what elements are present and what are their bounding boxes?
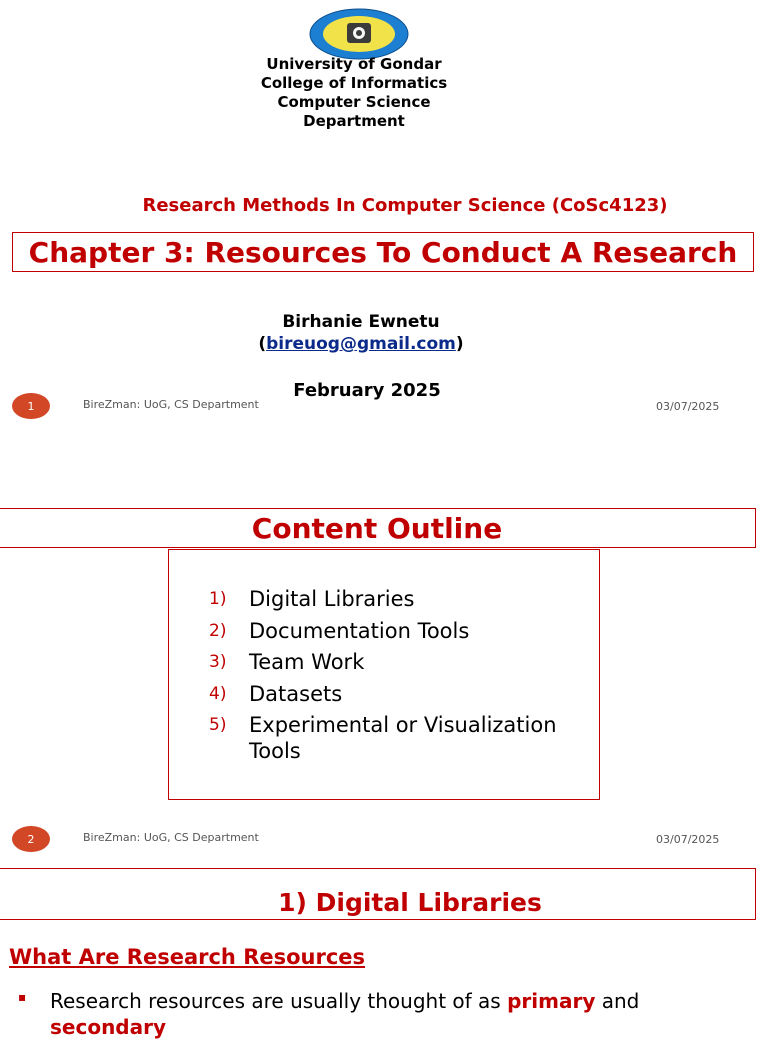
paren-open: (	[258, 334, 267, 354]
chapter-title-box	[12, 232, 754, 272]
bullet-emphasis: secondary	[50, 1015, 167, 1039]
list-item	[209, 712, 589, 764]
institution-line: College of Informatics	[260, 74, 448, 92]
list-item-text: Documentation Tools	[249, 618, 470, 643]
bullet-emphasis: primary	[507, 989, 596, 1013]
list-item-number: 1)	[209, 589, 227, 609]
list-item	[209, 586, 589, 612]
list-item	[209, 618, 589, 644]
list-item	[209, 649, 589, 675]
subheading: What Are Research Resources	[9, 945, 366, 969]
outline-title-box	[0, 508, 756, 548]
bullet-icon: ▪	[18, 990, 27, 1004]
list-item-number: 2)	[209, 620, 227, 641]
list-item	[209, 681, 589, 707]
list-item-text: Team Work	[249, 650, 365, 674]
list-item-number: 5)	[209, 715, 227, 735]
outline-title: Content Outline	[251, 511, 503, 545]
list-item-text: Datasets	[249, 681, 343, 706]
author-block	[200, 311, 522, 355]
university-logo	[309, 8, 409, 60]
list-item-number: 4)	[209, 683, 227, 704]
outline-list-box	[168, 549, 600, 800]
slide-number-badge: 2	[12, 826, 50, 852]
list-item-text: Digital Libraries	[249, 587, 415, 611]
author-email-link[interactable]: bireuog@gmail.com	[266, 334, 456, 354]
bullet-text-part: Research resources are usually thought of as	[50, 989, 508, 1013]
footer-date: 03/07/2025	[656, 400, 720, 413]
course-title: Research Methods In Computer Science (CoSc4123)	[142, 195, 668, 216]
bullet-text	[50, 988, 750, 1040]
outline-list	[209, 586, 589, 770]
paren-close: )	[455, 334, 464, 354]
footer-text: BireZman: UoG, CS Department	[83, 831, 259, 844]
author-email-line	[200, 333, 522, 355]
list-item-number: 3)	[209, 652, 227, 672]
institution-line: University of Gondar	[266, 55, 442, 73]
institution-line: Computer Science	[277, 93, 431, 111]
slide-number-badge: 1	[12, 393, 50, 419]
section-title: 1) Digital Libraries	[278, 888, 542, 917]
presentation-date: February 2025	[293, 380, 441, 401]
bullet-text-part: and	[595, 989, 640, 1013]
institution-block	[200, 55, 508, 131]
footer-date: 03/07/2025	[656, 833, 720, 846]
list-item-text: Experimental or Visualization Tools	[249, 713, 557, 763]
author-name: Birhanie Ewnetu	[282, 312, 440, 332]
chapter-title: Chapter 3: Resources To Conduct A Research	[28, 235, 738, 269]
footer-text: BireZman: UoG, CS Department	[83, 398, 259, 411]
institution-line: Department	[303, 112, 405, 130]
